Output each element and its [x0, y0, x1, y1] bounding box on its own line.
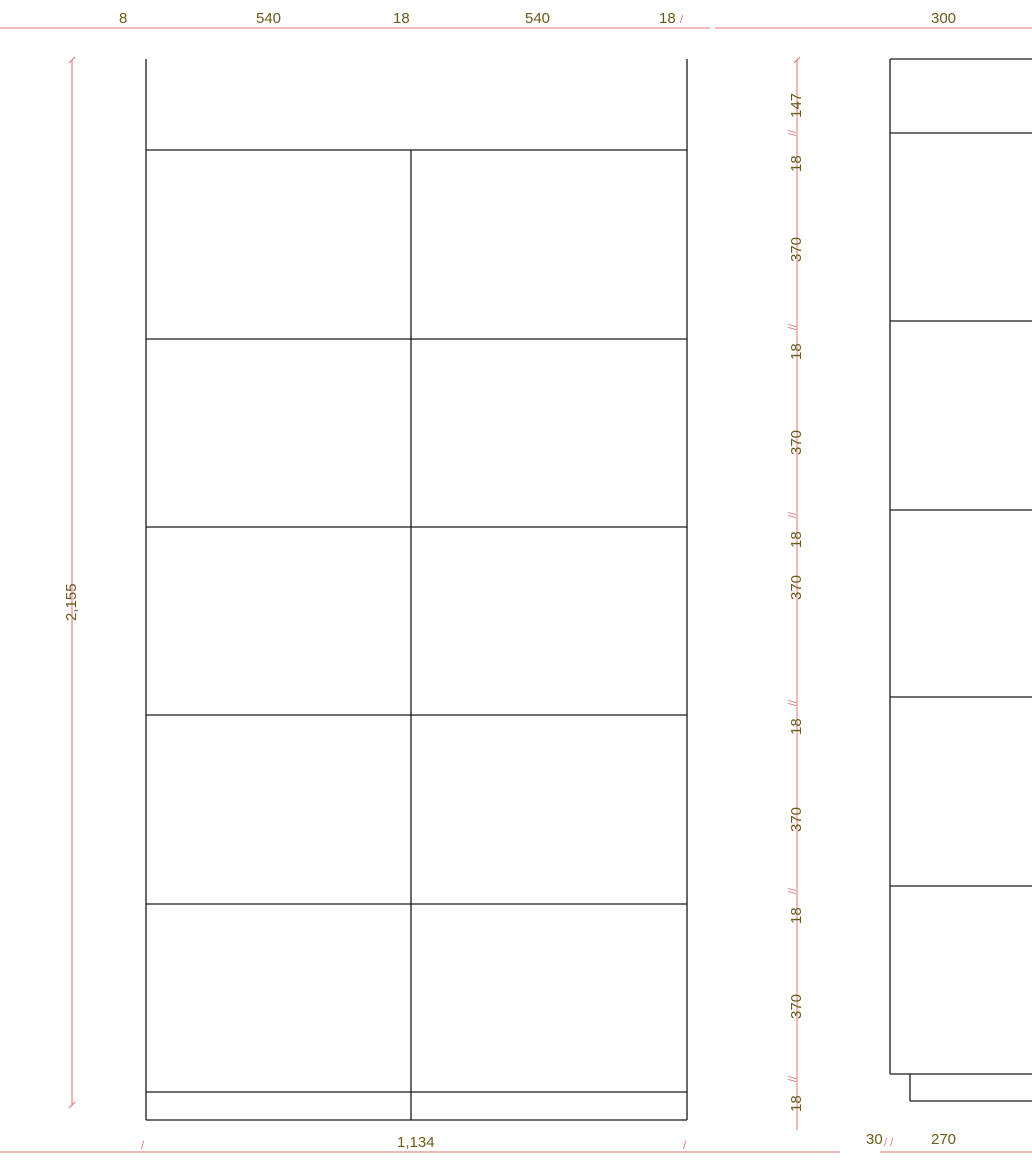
- top-dim-18-mid: 18: [393, 10, 410, 27]
- top-dim-18-right: 18: [659, 10, 676, 27]
- bottom-dimension-group: [0, 1131, 1032, 1152]
- bottom-tick-right: /: [683, 1140, 687, 1152]
- bottom-tick-mid: / /: [884, 1137, 894, 1149]
- side-dim-370-c: 370: [788, 574, 805, 600]
- side-tick-mark-3: //: [787, 511, 799, 518]
- top-dim-540-right: 540: [525, 10, 551, 27]
- side-dim-18-c: 18: [788, 531, 805, 548]
- side-dim-370-a: 370: [788, 236, 805, 262]
- top-tick-mark: /: [680, 14, 684, 26]
- top-dim-8: 8: [119, 10, 128, 27]
- side-dim-18-f: 18: [788, 1095, 805, 1112]
- bottom-dim-270: 270: [931, 1131, 957, 1148]
- top-dim-300: 300: [931, 10, 957, 27]
- side-dim-370-d: 370: [788, 806, 805, 832]
- side-dim-18-a: 18: [788, 155, 805, 172]
- top-dimension-group: [0, 10, 1032, 28]
- overall-height-label: 2,155: [63, 583, 80, 621]
- side-dim-18-d: 18: [788, 718, 805, 735]
- bottom-tick-left: /: [141, 1140, 145, 1152]
- side-dimension-group: [787, 57, 805, 1130]
- side-dim-370-b: 370: [788, 429, 805, 455]
- overall-width-label: 1,134: [397, 1134, 435, 1151]
- front-cabinet: [146, 59, 687, 1120]
- side-tick-mark-5: //: [787, 887, 799, 894]
- side-dim-147: 147: [788, 92, 805, 118]
- top-dim-540-left: 540: [256, 10, 282, 27]
- side-tick-mark-6: //: [787, 1075, 799, 1082]
- side-cabinet: [890, 59, 1032, 1101]
- side-tick-mark-2: //: [787, 323, 799, 330]
- side-dim-18-b: 18: [788, 343, 805, 360]
- bottom-dim-30: 30: [866, 1131, 883, 1148]
- side-tick-mark-4: //: [787, 699, 799, 706]
- height-dimension-group: [63, 57, 80, 1108]
- side-dim-370-e: 370: [788, 993, 805, 1019]
- side-dim-18-e: 18: [788, 907, 805, 924]
- side-tick-mark-1: //: [787, 129, 799, 136]
